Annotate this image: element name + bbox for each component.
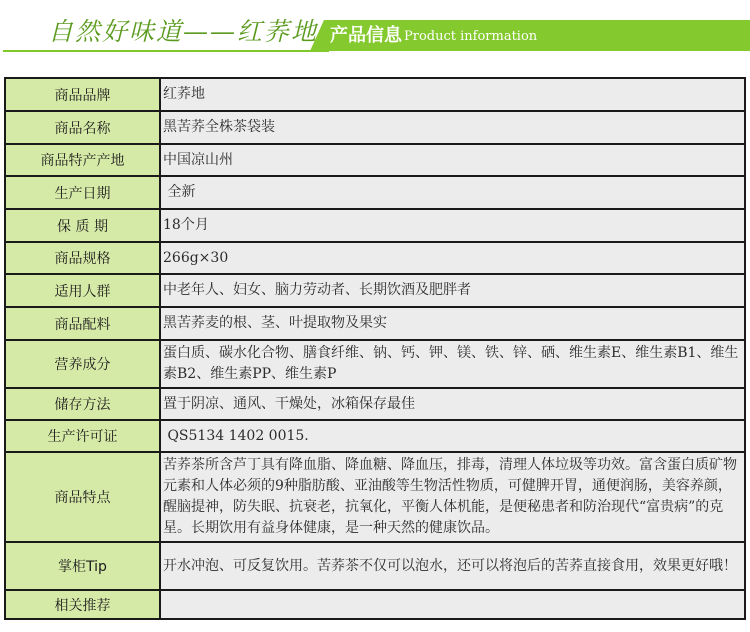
row-label: 营养成分 <box>5 340 160 388</box>
table-row <box>5 307 745 340</box>
row-label: 商品特产产地 <box>5 144 160 176</box>
row-value: 红荞地 <box>160 78 745 111</box>
row-value: 全新 <box>160 176 745 209</box>
table-row <box>5 340 745 388</box>
table-row <box>5 452 745 542</box>
table-row <box>5 176 745 209</box>
row-value: 中老年人、妇女、脑力劳动者、长期饮酒及肥胖者 <box>160 274 745 307</box>
page-header <box>0 0 750 75</box>
row-label: 生产许可证 <box>5 420 160 452</box>
row-value: QS5134 1402 0015. <box>160 420 745 452</box>
table-row <box>5 242 745 274</box>
row-label: 适用人群 <box>5 274 160 307</box>
row-label: 保 质 期 <box>5 209 160 242</box>
table-row <box>5 209 745 242</box>
table-row <box>5 111 745 144</box>
header-divider <box>3 50 329 52</box>
row-label: 商品配料 <box>5 307 160 340</box>
row-value <box>160 590 745 619</box>
table-row <box>5 420 745 452</box>
row-label: 商品特点 <box>5 452 160 542</box>
product-info-table <box>4 77 746 620</box>
row-value: 开水冲泡、可反复饮用。苦荞茶不仅可以泡水，还可以将泡后的苦荞直接食用，效果更好哦！ <box>160 542 745 590</box>
slogan: 自然好味道——红荞地 <box>48 17 319 46</box>
row-value: 黑苦荞全株茶袋装 <box>160 111 745 144</box>
section-subtitle: Product information <box>404 29 538 44</box>
row-label: 商品名称 <box>5 111 160 144</box>
row-label: 商品品牌 <box>5 78 160 111</box>
row-value: 中国凉山州 <box>160 144 745 176</box>
row-label: 相关推荐 <box>5 590 160 619</box>
table-row <box>5 542 745 590</box>
row-label: 掌柜Tip <box>5 542 160 590</box>
row-label: 储存方法 <box>5 388 160 420</box>
table-row <box>5 590 745 619</box>
row-value: 266g×30 <box>160 242 745 274</box>
row-value: 18个月 <box>160 209 745 242</box>
row-value: 置于阴凉、通风、干燥处，冰箱保存最佳 <box>160 388 745 420</box>
row-value: 苦荞茶所含芦丁具有降血脂、降血糖、降血压，排毒，清理人体垃圾等功效。富含蛋白质矿物元素和人体必须的9种脂肪酸、亚油酸等生物活性物质，可健脾开胃，通便润肠，美容养颜，醒脑提神，防失眠、抗衰老，抗氧化，平衡人体机能，是便秘患者和防治现代“富贵病”的克星。长期饮用有益身体健康，是一种天然的健康饮品。 <box>160 452 745 542</box>
table-row <box>5 388 745 420</box>
table-row <box>5 78 745 111</box>
table-row <box>5 274 745 307</box>
table-row <box>5 144 745 176</box>
row-value: 蛋白质、碳水化合物、膳食纤维、钠、钙、钾、镁、铁、锌、硒、维生素E、维生素B1、维生素B2、维生素PP、维生素P <box>160 340 745 388</box>
row-label: 商品规格 <box>5 242 160 274</box>
row-value: 黑苦荞麦的根、茎、叶提取物及果实 <box>160 307 745 340</box>
row-label: 生产日期 <box>5 176 160 209</box>
section-title: 产品信息 <box>330 25 402 46</box>
